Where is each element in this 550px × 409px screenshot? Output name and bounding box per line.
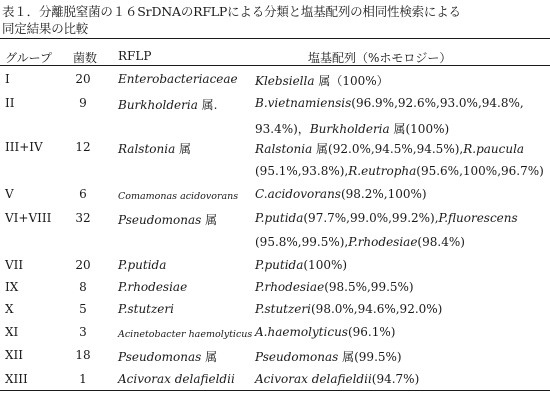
row-count: 8: [79, 280, 87, 294]
row-sequence-line-1: [255, 325, 395, 339]
row-group-label: I: [5, 72, 10, 86]
row-sequence-line-2: [255, 164, 544, 178]
sequence-segment: C.acidovorans: [255, 187, 341, 201]
sequence-segment: Burkholderia: [309, 122, 390, 136]
row-group-label: X: [5, 302, 14, 316]
sequence-segment: 属(99.5%): [338, 350, 402, 364]
rflp-segment: 属: [201, 350, 218, 364]
sequence-segment: (98.4%): [417, 235, 465, 249]
row-sequence-line-1: [255, 96, 524, 110]
rflp-segment: 属: [201, 213, 218, 227]
row-group-label: IX: [5, 280, 19, 294]
sequence-segment: P.stutzeri: [255, 302, 311, 316]
row-rflp: [118, 258, 166, 272]
caption-line-2: 同定結果の比較: [2, 21, 89, 36]
sequence-segment: R.paucula: [463, 142, 525, 156]
sequence-segment: (100%): [303, 258, 348, 272]
row-group-label: VII: [5, 258, 24, 272]
row-rflp: [118, 302, 174, 316]
sequence-segment: Pseudomonas: [255, 350, 339, 364]
sequence-segment: (96.1%): [347, 325, 396, 339]
header-rflp: RFLP: [118, 49, 152, 63]
row-group-label: VI+VIII: [5, 211, 52, 225]
table-bottom-rule: [0, 390, 550, 391]
row-count: 1: [79, 372, 87, 386]
row-group-label: XIII: [5, 372, 28, 386]
rflp-segment: P.rhodesiae: [118, 280, 188, 294]
sequence-segment: (97.7%,99.0%,99.2%),: [303, 211, 439, 225]
sequence-segment: 属（100%）: [314, 74, 389, 88]
rflp-segment: Pseudomonas: [118, 213, 202, 227]
row-sequence-line-1: [255, 140, 524, 157]
row-group-label: XI: [5, 325, 19, 339]
row-sequence-line-1: [255, 187, 427, 201]
rflp-segment: P.putida: [118, 258, 167, 272]
row-sequence-line-1: [255, 258, 347, 272]
sequence-segment: P.fluorescens: [438, 211, 518, 225]
header-rule: [0, 65, 550, 66]
sequence-segment: A.haemolyticus: [255, 325, 348, 339]
row-rflp: [118, 96, 218, 113]
row-rflp: [118, 188, 238, 202]
row-count: 18: [75, 348, 91, 362]
sequence-segment: P.rhodesiae: [255, 280, 325, 294]
row-count: 9: [79, 96, 87, 110]
row-count: 20: [75, 258, 91, 272]
header-group: グループ: [5, 51, 53, 65]
sequence-segment: Acivorax delafieldii: [255, 372, 372, 386]
row-rflp: [118, 72, 238, 86]
sequence-segment: 属(92.0%,94.5%,94.5%),: [312, 142, 464, 156]
rflp-segment: 属.: [197, 98, 218, 112]
rflp-segment: Burkholderia: [118, 98, 198, 112]
row-group-label: V: [5, 187, 14, 201]
sequence-segment: B.vietnamiensis: [255, 96, 352, 110]
sequence-segment: (98.0%,94.6%,92.0%): [311, 302, 443, 316]
row-sequence-line-2: [255, 235, 465, 249]
sequence-segment: R.eutropha: [348, 164, 417, 178]
row-count: 20: [75, 72, 91, 86]
sequence-segment: Klebsiella: [255, 74, 315, 88]
header-sequence: 塩基配列（%ホモロジー）: [308, 51, 452, 65]
row-sequence-line-2: [255, 120, 449, 137]
row-count: 32: [75, 211, 91, 225]
sequence-segment: (95.8%,99.5%),: [255, 235, 349, 249]
row-sequence-line-1: [255, 72, 389, 89]
rflp-segment: 属: [175, 142, 192, 156]
sequence-segment: (98.2%,100%): [340, 187, 427, 201]
rflp-segment: P.stutzeri: [118, 302, 174, 316]
row-sequence-line-1: [255, 372, 419, 386]
rflp-segment: Comamonas acidovorans: [118, 191, 239, 202]
sequence-segment: 93.4%)，: [255, 122, 310, 136]
sequence-segment: (94.7%): [371, 372, 420, 386]
row-group-label: III+IV: [5, 140, 43, 154]
row-rflp: [118, 140, 191, 157]
sequence-segment: (95.1%,93.8%),: [255, 164, 349, 178]
table-caption: [2, 3, 547, 37]
row-count: 12: [75, 140, 91, 154]
row-count: 5: [79, 302, 87, 316]
row-count: 6: [79, 187, 87, 201]
sequence-segment: P.rhodesiae: [348, 235, 418, 249]
sequence-segment: (95.6%,100%,96.7%): [416, 164, 544, 178]
sequence-segment: (96.9%,92.6%,93.0%,94.8%,: [351, 96, 524, 110]
rflp-segment: Enterobacteriaceae: [118, 72, 238, 86]
table-top-rule: [0, 38, 550, 39]
row-rflp: [118, 211, 217, 228]
row-sequence-line-1: [255, 211, 518, 225]
sequence-segment: P.putida: [255, 258, 304, 272]
rflp-segment: Ralstonia: [118, 142, 176, 156]
rflp-segment: Acivorax delafieldii: [118, 372, 235, 386]
row-group-label: II: [5, 96, 15, 110]
row-rflp: [118, 372, 235, 386]
rflp-segment: Pseudomonas: [118, 350, 202, 364]
row-count: 3: [79, 325, 87, 339]
caption-line-1: 表１．分離脱窒菌の１６SrDNAのRFLPによる分類と塩基配列の相同性検索による: [2, 4, 461, 19]
row-rflp: [118, 348, 217, 365]
sequence-segment: P.putida: [255, 211, 304, 225]
row-rflp: [118, 326, 252, 340]
row-rflp: [118, 280, 187, 294]
row-sequence-line-1: [255, 348, 402, 365]
sequence-segment: 属(100%): [389, 122, 450, 136]
row-sequence-line-1: [255, 302, 442, 316]
row-group-label: XII: [5, 348, 24, 362]
rflp-segment: Acinetobacter haemolyticus: [118, 329, 253, 340]
row-sequence-line-1: [255, 280, 414, 294]
header-count: 菌数: [73, 51, 98, 65]
sequence-segment: Ralstonia: [255, 142, 313, 156]
sequence-segment: (98.5%,99.5%): [324, 280, 414, 294]
